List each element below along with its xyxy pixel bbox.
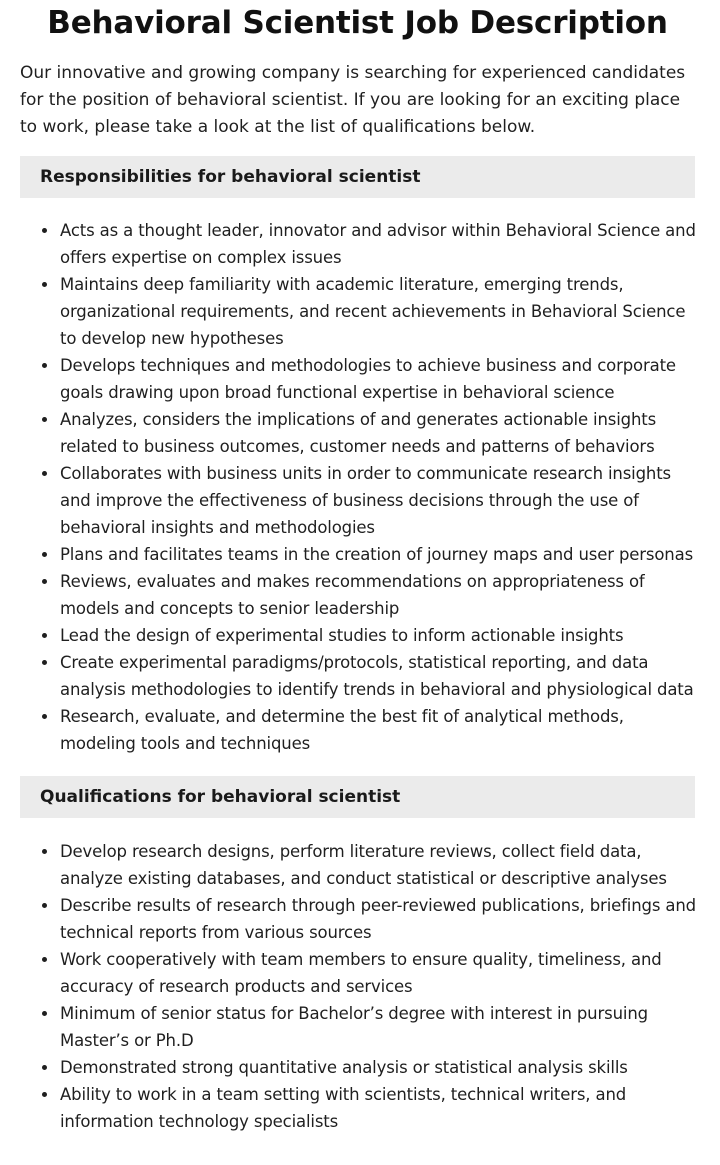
list-item-text: Lead the design of experimental studies to inform actionable insights [60, 626, 624, 645]
bullet-icon [42, 417, 47, 422]
list-item-text: Acts as a thought leader, innovator and advisor within Behavioral Science and offers expertise on complex issues [60, 221, 696, 267]
list-item-text: Reviews, evaluates and makes recommendations on appropriateness of models and concepts to senior leadership [60, 572, 645, 618]
qualifications-heading: Qualifications for behavioral scientist [20, 776, 695, 818]
list-item [20, 406, 702, 460]
list-item [20, 1054, 702, 1081]
bullet-icon [42, 957, 47, 962]
list-item-text: Maintains deep familiarity with academic literature, emerging trends, organizational requirements, and recent achievements in Behavioral Science to develop new hypotheses [60, 275, 686, 348]
list-item-text: Demonstrated strong quantitative analysis or statistical analysis skills [60, 1058, 628, 1077]
list-item [20, 838, 702, 892]
bullet-icon [42, 1065, 47, 1070]
list-item [20, 622, 702, 649]
bullet-icon [42, 552, 47, 557]
list-item-text: Create experimental paradigms/protocols, statistical reporting, and data analysis methodologies to identify trends in behavioral and physiological data [60, 653, 694, 699]
bullet-icon [42, 849, 47, 854]
responsibilities-heading: Responsibilities for behavioral scientist [20, 156, 695, 198]
list-item [20, 352, 702, 406]
list-item-text: Describe results of research through peer-reviewed publications, briefings and technical reports from various sources [60, 896, 696, 942]
list-item-text: Develops techniques and methodologies to achieve business and corporate goals drawing upon broad functional expertise in behavioral science [60, 356, 676, 402]
list-item [20, 1081, 702, 1135]
bullet-icon [42, 633, 47, 638]
list-item [20, 217, 702, 271]
page-title: Behavioral Scientist Job Description [47, 5, 668, 41]
list-item [20, 946, 702, 1000]
bullet-icon [42, 471, 47, 476]
list-item [20, 1000, 702, 1054]
list-item [20, 460, 702, 541]
list-item-text: Analyzes, considers the implications of and generates actionable insights related to business outcomes, customer needs and patterns of behaviors [60, 410, 657, 456]
bullet-icon [42, 1011, 47, 1016]
bullet-icon [42, 660, 47, 665]
bullet-icon [42, 282, 47, 287]
bullet-icon [42, 714, 47, 719]
list-item-text: Minimum of senior status for Bachelor’s degree with interest in pursuing Master’s or Ph.D [60, 1004, 648, 1050]
list-item [20, 892, 702, 946]
list-item [20, 568, 702, 622]
list-item [20, 649, 702, 703]
list-item-text: Develop research designs, perform literature reviews, collect field data, analyze existing databases, and conduct statistical or descriptive analyses [60, 842, 667, 888]
intro-paragraph: Our innovative and growing company is searching for experienced candidates for the position of behavioral scientist. If you are looking for an exciting place to work, please take a look at the list of qualifications below. [20, 63, 686, 137]
responsibilities-list [20, 217, 702, 757]
list-item [20, 271, 702, 352]
bullet-icon [42, 579, 47, 584]
bullet-icon [42, 228, 47, 233]
list-item-text: Collaborates with business units in order to communicate research insights and improve the effectiveness of business decisions through the use of behavioral insights and methodologies [60, 464, 671, 537]
list-item [20, 703, 702, 757]
list-item [20, 541, 702, 568]
list-item-text: Ability to work in a team setting with scientists, technical writers, and information technology specialists [60, 1085, 627, 1131]
qualifications-list [20, 838, 702, 1135]
bullet-icon [42, 363, 47, 368]
bullet-icon [42, 1092, 47, 1097]
list-item-text: Work cooperatively with team members to ensure quality, timeliness, and accuracy of research products and services [60, 950, 662, 996]
list-item-text: Plans and facilitates teams in the creation of journey maps and user personas [60, 545, 694, 564]
bullet-icon [42, 903, 47, 908]
list-item-text: Research, evaluate, and determine the best fit of analytical methods, modeling tools and techniques [60, 707, 624, 753]
